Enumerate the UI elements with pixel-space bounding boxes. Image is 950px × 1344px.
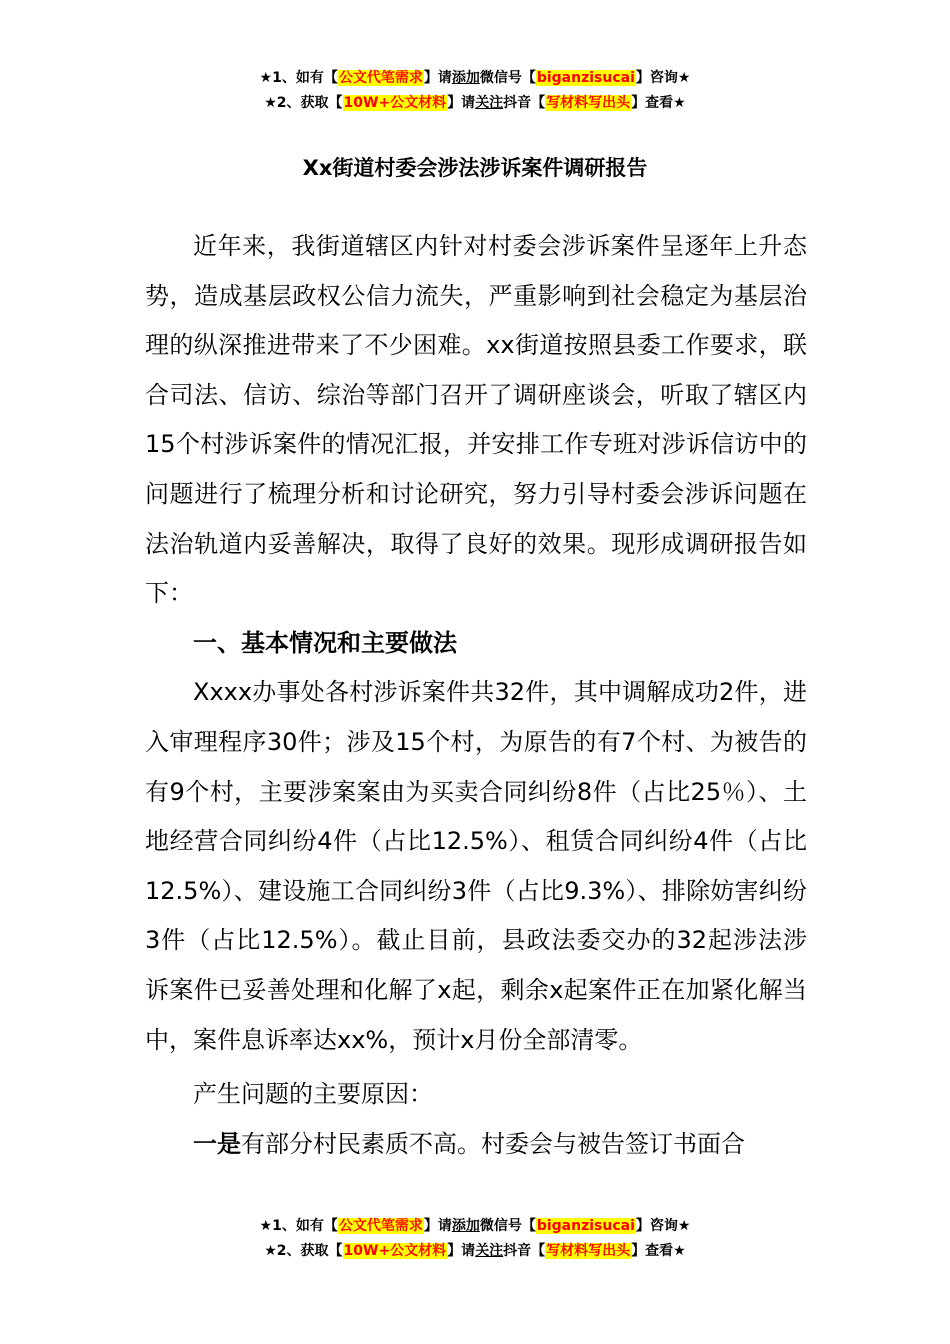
header-banner	[0, 66, 950, 116]
causes-label: 产生问题的主要原因：	[193, 1080, 433, 1109]
banner-highlight: 写材料写出头	[546, 95, 631, 111]
section-paragraph: Xxxx办事处各村涉诉案件共32件，其中调解成功2件，进入审理程序30件；涉及15个村，为原告的有7个村、为被告的有9个村，主要涉案案由为买卖合同纠纷8件（占比25％）、土地经营合同纠纷4件（占比12.5%）、租赁合同纠纷4件（占比12.5%）、建设施工合同纠纷3件（占比9.3%）、排除妨害纠纷3件（占比12.5%）。截止目前，县政法委交办的32起涉法涉诉案件已妥善处理和化解了x起，剩余x起案件正在加紧化解当中，案件息诉率达xx%，预计x月份全部清零。	[145, 678, 807, 1054]
banner-text: 微信号【	[479, 70, 536, 86]
intro-paragraph: 近年来，我街道辖区内针对村委会涉诉案件呈逐年上升态势，造成基层政权公信力流失，严重影响到社会稳定为基层治理的纵深推进带来了不少困难。xx街道按照县委工作要求，联合司法、信访、综治等部门召开了调研座谈会，听取了辖区内15个村涉诉案件的情况汇报，并安排工作专班对涉诉信访中的问题进行了梳理分析和讨论研究，努力引导村委会涉诉问题在法治轨道内妥善解决，取得了良好的效果。现形成调研报告如下：	[145, 232, 807, 608]
banner-text: ★2、获取【	[264, 1243, 343, 1259]
banner-text: ★1、如有【	[259, 1218, 338, 1234]
banner-underline: 添加	[451, 70, 480, 86]
banner-highlight: 公文代笔需求	[338, 70, 423, 86]
cause-text: 有部分村民素质不高。村委会与被告签订书面合	[241, 1129, 745, 1158]
banner-text: 】请	[423, 70, 452, 86]
banner-highlight: biganzisucai	[536, 1218, 635, 1234]
banner-line-2	[0, 91, 950, 116]
banner-line-1	[0, 66, 950, 91]
banner-highlight: 公文代笔需求	[338, 1218, 423, 1234]
cause-paragraph	[145, 1120, 807, 1170]
banner-line-2	[0, 1239, 950, 1264]
cause-ordinal: 一是	[193, 1129, 241, 1158]
banner-text: 】请	[447, 1243, 476, 1259]
banner-underline: 添加	[451, 1218, 480, 1234]
banner-text: 】咨询★	[635, 70, 691, 86]
banner-highlight: 10W+公文材料	[343, 1243, 447, 1259]
banner-text: 】咨询★	[635, 1218, 691, 1234]
footer-banner	[0, 1214, 950, 1264]
banner-text: 抖音【	[503, 1243, 546, 1259]
banner-highlight: biganzisucai	[536, 70, 635, 86]
banner-underline: 关注	[475, 1243, 504, 1259]
banner-text: 】请	[447, 95, 476, 111]
banner-text: 】查看★	[631, 1243, 686, 1259]
document-title: Xx街道村委会涉法涉诉案件调研报告	[302, 156, 648, 180]
banner-highlight: 写材料写出头	[546, 1243, 631, 1259]
banner-highlight: 10W+公文材料	[343, 95, 447, 111]
banner-text: 】查看★	[631, 95, 686, 111]
banner-text: ★1、如有【	[259, 70, 338, 86]
banner-text: 抖音【	[503, 95, 546, 111]
document-body	[145, 222, 807, 1169]
banner-text: 微信号【	[479, 1218, 536, 1234]
banner-underline: 关注	[475, 95, 504, 111]
banner-line-1	[0, 1214, 950, 1239]
section-heading: 一、基本情况和主要做法	[193, 628, 457, 657]
banner-text: ★2、获取【	[264, 95, 343, 111]
banner-text: 】请	[423, 1218, 452, 1234]
